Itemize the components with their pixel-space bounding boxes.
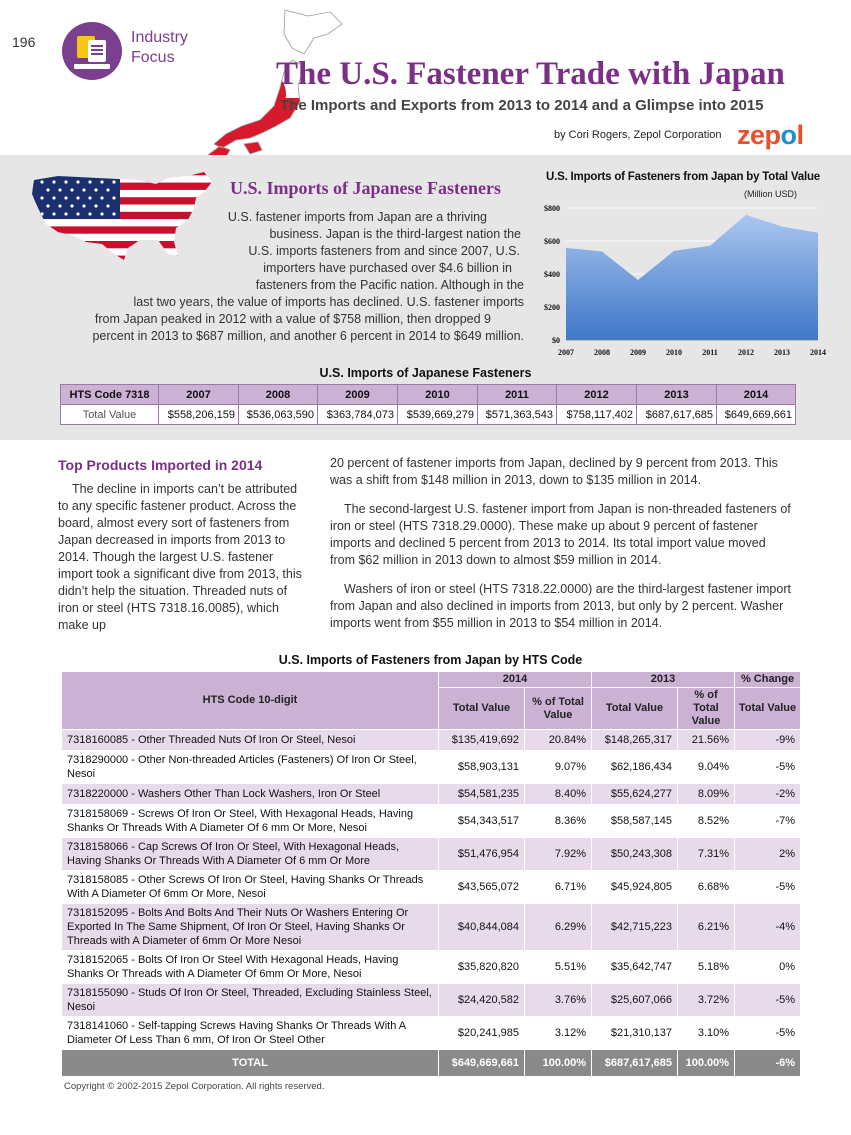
- summary-row-label: Total Value: [61, 405, 159, 425]
- summary-cell: $758,117,402: [557, 405, 637, 425]
- change-cell: -2%: [735, 784, 801, 805]
- value-2014-cell: $54,581,235: [439, 784, 525, 805]
- pct-2014-cell: 6.71%: [525, 871, 592, 904]
- intro-line: from Japan peaked in 2012 with a value of $758 million, then dropped 9: [94, 312, 491, 326]
- table-row: [62, 805, 801, 838]
- byline: by Cori Rogers, Zepol Corporation: [554, 129, 722, 141]
- summary-table-title: U.S. Imports of Japanese Fasteners: [319, 366, 532, 380]
- page-title: The U.S. Fastener Trade with Japan: [276, 56, 785, 92]
- summary-cell: $363,784,073: [318, 405, 398, 425]
- total-value-2013-cell: $687,617,685: [592, 1050, 678, 1077]
- change-cell: -5%: [735, 1017, 801, 1050]
- value-2014-cell: $58,903,131: [439, 751, 525, 784]
- pct-2014-cell: 5.51%: [525, 951, 592, 984]
- pct-2013-cell: 6.68%: [678, 871, 735, 904]
- pct-2014-cell: 20.84%: [525, 730, 592, 751]
- total-pct-2013-cell: 100.00%: [678, 1050, 735, 1077]
- intro-line: importers have purchased over $4.6 billion in: [263, 261, 512, 275]
- value-2013-cell: $25,607,066: [592, 984, 678, 1017]
- value-2014-cell: $135,419,692: [439, 730, 525, 751]
- chart-x-tick-label: 2012: [738, 348, 754, 357]
- value-2013-cell: $50,243,308: [592, 838, 678, 871]
- pct-2013-cell: 8.09%: [678, 784, 735, 805]
- chart-y-ticks: [544, 204, 560, 345]
- pct-2013-cell: 21.56%: [678, 730, 735, 751]
- table-row: [62, 984, 801, 1017]
- hts-subheader: Total Value: [592, 688, 678, 730]
- table-row: [62, 838, 801, 871]
- hts-code-cell: 7318158069 - Screws Of Iron Or Steel, With Hexagonal Heads, Having Shanks Or Threads With A Diameter Of 6 mm Or More, Nesoi: [62, 805, 439, 838]
- change-cell: -7%: [735, 805, 801, 838]
- hts-table-title: U.S. Imports of Fasteners from Japan by HTS Code: [278, 653, 583, 667]
- change-cell: -5%: [735, 751, 801, 784]
- table-total-row: [62, 1050, 801, 1077]
- body-column-left: [58, 481, 303, 634]
- hts-code-cell: 7318141060 - Self-tapping Screws Having Shanks Or Threads With A Diameter Of Less Than 6 mm, Of Iron Or Steel Other: [62, 1017, 439, 1050]
- summary-header-cell: 2013: [637, 385, 717, 405]
- hts-table-body: [62, 730, 801, 1077]
- value-2014-cell: $51,476,954: [439, 838, 525, 871]
- hts-code-cell: 7318152095 - Bolts And Bolts And Their Nuts Or Washers Entering Or Exported In The Same Shipment, Of Iron Or Steel, Having Shanks Or Threads with A Diameter of 6mm Or More Nesoi: [62, 904, 439, 951]
- value-2013-cell: $62,186,434: [592, 751, 678, 784]
- summary-cell: $539,669,279: [398, 405, 478, 425]
- area-chart: [528, 200, 833, 362]
- pct-2014-cell: 8.40%: [525, 784, 592, 805]
- pct-2013-cell: 3.72%: [678, 984, 735, 1017]
- summary-cell: $687,617,685: [637, 405, 717, 425]
- summary-cell: $558,206,159: [159, 405, 239, 425]
- value-2013-cell: $21,310,137: [592, 1017, 678, 1050]
- summary-header-cell: 2008: [239, 385, 318, 405]
- chart-x-tick-label: 2010: [666, 348, 682, 357]
- summary-header-cell: 2010: [398, 385, 478, 405]
- hts-header-change: % Change: [735, 672, 801, 688]
- table-row: [62, 951, 801, 984]
- body-paragraph: The decline in imports can’t be attributed to any specific fastener product. Across the board, almost every sort of fasteners from Japan decreased in imports from 2013 to 2014. Though the largest U.S. fastener import took a significant dive from 2013, this didn’t help the situation. Threaded nuts of iron or steel (HTS 7318.16.0085), which make up: [58, 482, 302, 632]
- pct-2014-cell: 9.07%: [525, 751, 592, 784]
- page-subtitle: The Imports and Exports from 2013 to 2014 and a Glimpse into 2015: [280, 97, 764, 114]
- value-2013-cell: $45,924,805: [592, 871, 678, 904]
- hts-code-cell: 7318155090 - Studs Of Iron Or Steel, Threaded, Excluding Stainless Steel, Nesoi: [62, 984, 439, 1017]
- value-2014-cell: $43,565,072: [439, 871, 525, 904]
- chart-x-tick-label: 2008: [594, 348, 610, 357]
- chart-y-tick-label: $600: [544, 237, 560, 246]
- hts-header-code: HTS Code 10-digit: [62, 672, 439, 730]
- total-label-cell: TOTAL: [62, 1050, 439, 1077]
- hts-code-cell: 7318152065 - Bolts Of Iron Or Steel With Hexagonal Heads, Having Shanks Or Threads with A Diameter Of 6mm Or More, Nesoi: [62, 951, 439, 984]
- total-value-2014-cell: $649,669,661: [439, 1050, 525, 1077]
- value-2013-cell: $35,642,747: [592, 951, 678, 984]
- pct-2013-cell: 5.18%: [678, 951, 735, 984]
- summary-cell: $571,363,543: [478, 405, 557, 425]
- chart-y-tick-label: $200: [544, 303, 560, 312]
- hts-table-group-header-row: [62, 672, 801, 688]
- value-2014-cell: $35,820,820: [439, 951, 525, 984]
- value-2013-cell: $55,624,277: [592, 784, 678, 805]
- hts-table: [61, 671, 801, 1077]
- chart-unit-label: (Million USD): [744, 189, 798, 199]
- summary-header-cell: HTS Code 7318: [61, 385, 159, 405]
- summary-header-cell: 2012: [557, 385, 637, 405]
- value-2014-cell: $20,241,985: [439, 1017, 525, 1050]
- body-paragraph: Washers of iron or steel (HTS 7318.22.0000) are the third-largest fastener import from Japan and also declined in imports from 2013, but only by 2 percent. Washer imports went from $55 million in 2013 to $54 million in 2014.: [330, 582, 791, 630]
- change-cell: -4%: [735, 904, 801, 951]
- total-change-cell: -6%: [735, 1050, 801, 1077]
- chart-y-tick-label: $800: [544, 204, 560, 213]
- value-2014-cell: $54,343,517: [439, 805, 525, 838]
- summary-table-row: [61, 405, 796, 425]
- hts-subheader: Total Value: [439, 688, 525, 730]
- change-cell: -5%: [735, 871, 801, 904]
- value-2013-cell: $42,715,223: [592, 904, 678, 951]
- summary-cell: $649,669,661: [717, 405, 796, 425]
- summary-table-header-row: [61, 385, 796, 405]
- pct-2014-cell: 3.12%: [525, 1017, 592, 1050]
- value-2014-cell: $40,844,084: [439, 904, 525, 951]
- summary-header-cell: 2009: [318, 385, 398, 405]
- body-column-right: [330, 455, 792, 632]
- summary-header-cell: 2011: [478, 385, 557, 405]
- hts-header-2013: 2013: [592, 672, 735, 688]
- change-cell: -5%: [735, 984, 801, 1017]
- intro-line: last two years, the value of imports has declined. U.S. fastener imports: [133, 295, 524, 309]
- hts-code-cell: 7318290000 - Other Non-threaded Articles (Fasteners) Of Iron Or Steel, Nesoi: [62, 751, 439, 784]
- pct-2014-cell: 3.76%: [525, 984, 592, 1017]
- chart-x-tick-label: 2007: [558, 348, 574, 357]
- copyright-notice: Copyright © 2002-2015 Zepol Corporation. All rights reserved.: [64, 1081, 325, 1092]
- hts-code-cell: 7318158085 - Other Screws Of Iron Or Steel, Having Shanks Or Threads With A Diameter Of 6mm Or More, Nesoi: [62, 871, 439, 904]
- value-2014-cell: $24,420,582: [439, 984, 525, 1017]
- value-2013-cell: $148,265,317: [592, 730, 678, 751]
- hts-subheader: % of Total Value: [678, 688, 735, 730]
- table-row: [62, 1017, 801, 1050]
- intro-line: U.S. imports fasteners from and since 2007, U.S.: [248, 244, 520, 258]
- total-pct-2014-cell: 100.00%: [525, 1050, 592, 1077]
- hts-code-cell: 7318158066 - Cap Screws Of Iron Or Steel, With Hexagonal Heads, Having Shanks Or Threads With A Diameter Of 6 mm Or More: [62, 838, 439, 871]
- intro-line: percent in 2013 to $687 million, and another 6 percent in 2014 to $649 million.: [92, 329, 524, 343]
- summary-cell: $536,063,590: [239, 405, 318, 425]
- pct-2013-cell: 7.31%: [678, 838, 735, 871]
- summary-table: [60, 384, 796, 425]
- chart-x-tick-label: 2011: [702, 348, 718, 357]
- chart-x-tick-label: 2014: [810, 348, 826, 357]
- intro-line: fasteners from the Pacific nation. Although in the: [255, 278, 524, 292]
- chart-y-tick-label: $0: [552, 336, 560, 345]
- page-number: 196: [12, 34, 36, 50]
- hts-code-cell: 7318220000 - Washers Other Than Lock Washers, Iron Or Steel: [62, 784, 439, 805]
- pct-2013-cell: 9.04%: [678, 751, 735, 784]
- hts-header-2014: 2014: [439, 672, 592, 688]
- intro-heading: U.S. Imports of Japanese Fasteners: [230, 178, 501, 198]
- table-row: [62, 751, 801, 784]
- zepol-logo: zepol: [737, 120, 804, 150]
- section-heading: Top Products Imported in 2014: [58, 457, 263, 473]
- intro-line: business. Japan is the third-largest nation the: [269, 227, 521, 241]
- hts-subheader: Total Value: [735, 688, 801, 730]
- chart-area-series: [566, 215, 818, 340]
- value-2013-cell: $58,587,145: [592, 805, 678, 838]
- body-paragraph: 20 percent of fastener imports from Japan, declined by 9 percent from 2013. This was a shift from $148 million in 2013, down to $135 million in 2014.: [330, 456, 778, 487]
- pct-2014-cell: 8.36%: [525, 805, 592, 838]
- hts-subheader: % of Total Value: [525, 688, 592, 730]
- pct-2014-cell: 7.92%: [525, 838, 592, 871]
- table-row: [62, 784, 801, 805]
- table-row: [62, 904, 801, 951]
- pct-2013-cell: 8.52%: [678, 805, 735, 838]
- change-cell: 0%: [735, 951, 801, 984]
- documents-tray-icon: [62, 22, 122, 80]
- pct-2014-cell: 6.29%: [525, 904, 592, 951]
- chart-title: U.S. Imports of Fasteners from Japan by Total Value: [546, 171, 820, 183]
- section-label-line2: Focus: [131, 49, 175, 66]
- summary-header-cell: 2014: [717, 385, 796, 405]
- chart-y-tick-label: $400: [544, 270, 560, 279]
- summary-header-cell: 2007: [159, 385, 239, 405]
- body-paragraph: The second-largest U.S. fastener import from Japan is non-threaded fasteners of iron or steel (HTS 7318.29.0000). These make up about 9 percent of fastener imports and declined 5 percent from 2013 to 2014. Its total import value moved from $62 million in 2013 down to almost $59 million in 2014.: [330, 502, 791, 567]
- intro-line: U.S. fastener imports from Japan are a thriving: [227, 210, 487, 224]
- section-label-line1: Industry: [131, 29, 188, 46]
- table-row: [62, 730, 801, 751]
- chart-x-tick-label: 2009: [630, 348, 646, 357]
- chart-x-ticks: [558, 348, 826, 357]
- pct-2013-cell: 6.21%: [678, 904, 735, 951]
- usa-flag-map-icon: [28, 168, 218, 263]
- pct-2013-cell: 3.10%: [678, 1017, 735, 1050]
- hts-code-cell: 7318160085 - Other Threaded Nuts Of Iron Or Steel, Nesoi: [62, 730, 439, 751]
- change-cell: -9%: [735, 730, 801, 751]
- change-cell: 2%: [735, 838, 801, 871]
- chart-x-tick-label: 2013: [774, 348, 790, 357]
- table-row: [62, 871, 801, 904]
